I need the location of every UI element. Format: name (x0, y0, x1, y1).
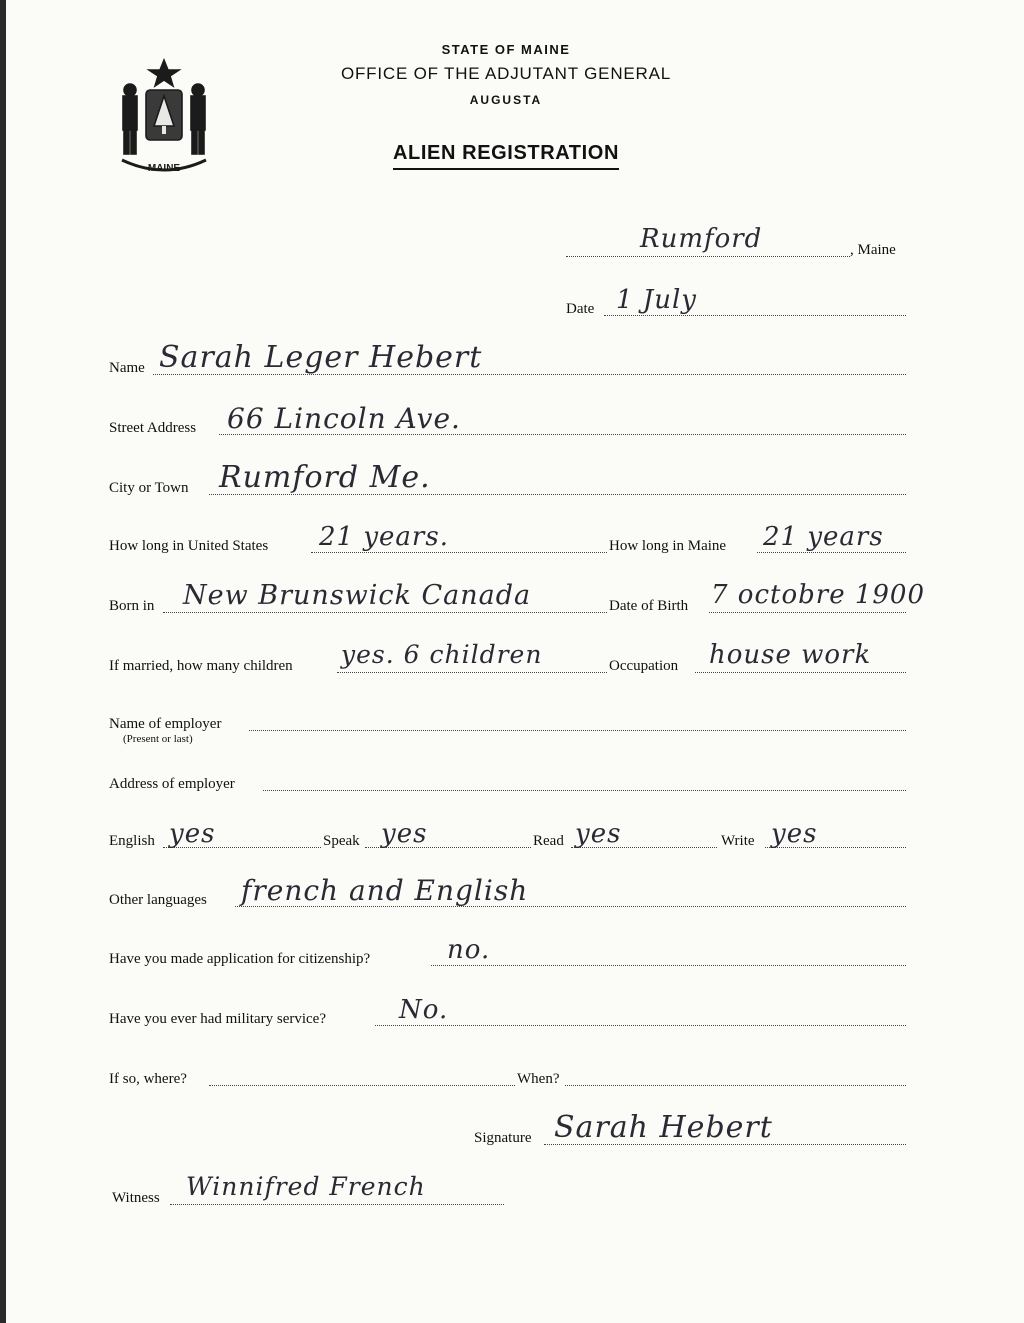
born-label: Born in (109, 598, 155, 614)
children-label: If married, how many children (109, 658, 293, 674)
children-value: yes. 6 children (341, 640, 543, 669)
name-label: Name (109, 360, 145, 376)
citizenship-field[interactable] (431, 951, 906, 966)
dob-label: Date of Birth (609, 598, 689, 614)
occupation-label: Occupation (609, 658, 679, 674)
witness-value: Winnifred French (186, 1172, 426, 1201)
employer-address-row (109, 776, 906, 800)
when-field[interactable] (565, 1071, 906, 1086)
occupation-value: house work (709, 640, 872, 670)
read-label: Read (533, 833, 564, 849)
military-value: No. (399, 995, 449, 1025)
street-label: Street Address (109, 420, 197, 436)
street-row (109, 402, 906, 444)
us-duration-label: How long in United States (109, 538, 269, 554)
place-value: Rumford (640, 224, 763, 254)
when-label: When? (517, 1071, 560, 1087)
military-field[interactable] (375, 1011, 906, 1026)
city-row (109, 460, 906, 504)
employer-label: Name of employer (109, 716, 222, 732)
other-languages-row (109, 874, 906, 916)
date-label: Date (566, 301, 595, 317)
other-languages-label: Other languages (109, 892, 207, 908)
name-value: Sarah Leger Hebert (159, 340, 483, 375)
witness-label: Witness (112, 1190, 160, 1206)
header-city: AUGUSTA (469, 93, 543, 107)
maine-duration-label: How long in Maine (609, 538, 727, 554)
header-state: STATE OF MAINE (441, 42, 571, 57)
duration-row (109, 522, 906, 562)
born-value: New Brunswick Canada (183, 580, 532, 611)
speak-value: yes (381, 819, 428, 849)
employer-row (109, 716, 906, 752)
english-value: yes (169, 819, 216, 849)
header-office: OFFICE OF THE ADJUTANT GENERAL (340, 64, 672, 83)
other-languages-value: french and English (241, 874, 529, 907)
name-row (109, 340, 906, 384)
write-label: Write (721, 833, 755, 849)
employer-sublabel: (Present or last) (123, 733, 193, 745)
signature-label: Signature (474, 1130, 532, 1146)
read-value: yes (575, 819, 622, 849)
maine-duration-value: 21 years (763, 522, 884, 552)
where-field[interactable] (209, 1071, 515, 1086)
dob-value: 7 octobre 1900 (711, 580, 926, 610)
family-row (109, 640, 906, 682)
place-row (566, 224, 906, 266)
us-duration-value: 21 years. (319, 522, 449, 552)
form-title-text: ALIEN REGISTRATION (393, 142, 619, 170)
birth-row (109, 580, 926, 622)
english-label: English (109, 833, 155, 849)
citizenship-value: no. (447, 935, 491, 965)
military-label: Have you ever had military service? (109, 1011, 326, 1027)
military-row (109, 995, 906, 1035)
english-row (109, 819, 906, 857)
employer-field[interactable] (249, 716, 906, 731)
witness-row (112, 1172, 504, 1214)
employer-address-field[interactable] (263, 776, 906, 791)
signature-row (474, 1110, 906, 1154)
write-value: yes (771, 819, 818, 849)
seal-text: MAINE (147, 163, 181, 174)
form-title (6, 142, 1006, 165)
where-label: If so, where? (109, 1071, 187, 1087)
signature-value: Sarah Hebert (554, 1110, 773, 1145)
city-value: Rumford Me. (219, 460, 431, 495)
citizenship-row (109, 935, 906, 975)
date-row (566, 285, 906, 325)
street-value: 66 Lincoln Ave. (227, 402, 461, 435)
speak-label: Speak (323, 833, 360, 849)
place-suffix-label: , Maine (850, 242, 896, 258)
employer-address-label: Address of employer (109, 776, 235, 792)
date-value: 1 July (616, 285, 697, 315)
city-label: City or Town (109, 480, 189, 496)
citizenship-label: Have you made application for citizenship? (109, 951, 371, 967)
where-when-row (109, 1071, 906, 1095)
